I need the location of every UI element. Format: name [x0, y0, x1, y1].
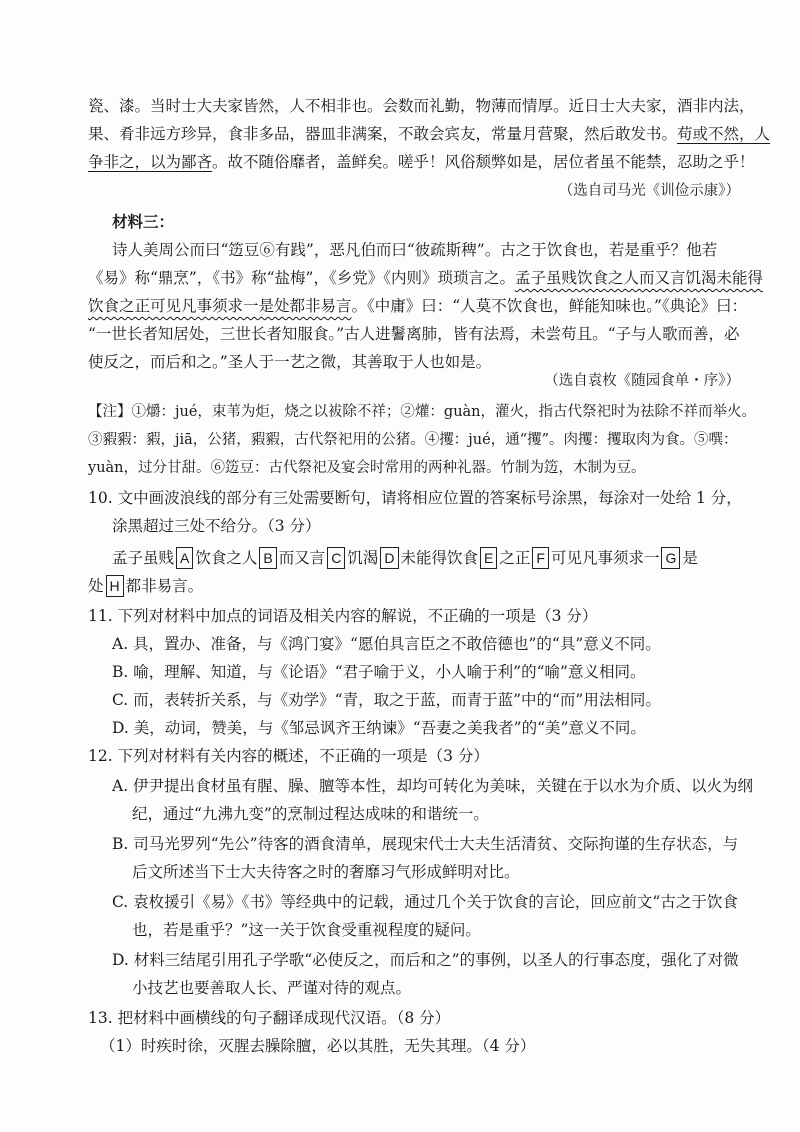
option-c[interactable]: C. 而，表转折关系，与《劝学》“青，取之于蓝，而青于蓝”中的“而”用法相同。 — [112, 691, 661, 709]
answer-box-b[interactable]: B — [259, 547, 276, 569]
note-line: yuàn，过分甘甜。⑥笾豆：古代祭祀及宴会时常用的两种礼器。竹制为笾，木制为豆。 — [88, 460, 646, 476]
answer-box-c[interactable]: C — [327, 547, 345, 569]
option-c-cont: 也，若是重乎？”这一关于饮食受重视程度的疑问。 — [132, 921, 481, 939]
source-citation: （选自司马光《训俭示康》） — [558, 183, 740, 199]
material-heading: 材料三： — [112, 212, 175, 231]
answer-box-e[interactable]: E — [480, 547, 497, 569]
answer-box-f[interactable]: F — [532, 547, 549, 569]
passage-line: 《易》称“鼎烹”，《书》称“盐梅”，《乡党》《内则》琐琐言之。孟子虽贱饮食之人而又言饥渴未能得 — [88, 269, 763, 287]
passage-line: 果、肴非远方珍异，食非多品，器皿非满案，不敢会宾友，常量月营聚，然后敢发书。苟或不然，人 — [88, 125, 771, 143]
question-10-stem: 涂黑超过三处不给分。（3 分） — [112, 517, 321, 535]
question-11-stem: 11. 下列对材料中加点的词语及相关内容的解说，不正确的一项是（3 分） — [88, 607, 598, 625]
note-line: 【注】①爝：jué，束苇为炬，烧之以袚除不祥；②爟：guàn，灌火，指古代祭祀时为祛除不祥而举火。 — [88, 404, 757, 420]
passage-line: 诗人美周公而曰“笾豆⑥有践”，恶凡伯而曰“彼疏斯稗”。古之于饮食也，若是重乎？他若 — [112, 241, 718, 259]
option-a-cont: 纪，通过“九沸九变”的烹制过程达成味的和谐统一。 — [132, 805, 489, 823]
answer-box-g[interactable]: G — [661, 547, 680, 569]
question-10-stem: 10. 文中画波浪线的部分有三处需要断句，请将相应位置的答案标号涂黑，每涂对一处给 1 分， — [88, 489, 742, 507]
question-13-stem: 13. 把材料中画横线的句子翻译成现代汉语。（8 分） — [88, 1009, 451, 1027]
answer-box-d[interactable]: D — [380, 547, 398, 569]
answer-box-a[interactable]: A — [176, 547, 193, 569]
note-line: ③豭豭：豭，jiā，公猪，豭豭，古代祭祀用的公猪。④攫：jué，通“攫”。肉攫：攫取肉为食。⑤噀： — [88, 432, 738, 448]
source-citation: （选自袁枚《随园食单・序》） — [544, 373, 740, 389]
option-c[interactable]: C. 袁枚援引《易》《书》等经典中的记载，通过几个关于饮食的言论，回应前文“古之于饮食 — [112, 893, 738, 911]
question-10-segment-row: 孟子虽贱 A 饮食之人 B 而又言 C 饥渴 D 未能得饮食 E 之正 F 可见凡事须求一 G 是 — [112, 549, 698, 567]
option-d-cont: 小技艺也要善取人长、严谨对待的观点。 — [132, 979, 412, 997]
option-a[interactable]: A. 具，置办、准备，与《鸿门宴》“愿伯具言臣之不敢倍德也”的“具”意义不同。 — [112, 635, 661, 653]
option-d[interactable]: D. 材料三结尾引用孔子学歌“必使反之，而后和之”的事例，以圣人的行事态度，强化了对微 — [112, 951, 739, 969]
option-b[interactable]: B. 喻，理解、知道，与《论语》“君子喻于义，小人喻于利”的“喻”意义相同。 — [112, 663, 646, 681]
option-a[interactable]: A. 伊尹提出食材虽有腥、臊、膻等本性，却均可转化为美味，关键在于以水为介质、以火为纲 — [112, 777, 754, 795]
passage-line: 瓷、漆。当时士大夫家皆然，人不相非也。会数而礼勤，物薄而情厚。近日士大夫家，酒非内法， — [88, 97, 755, 115]
answer-box-h[interactable]: H — [106, 575, 124, 597]
question-13-sub1: （1）时疾时徐，灭腥去臊除膻，必以其胜，无失其理。（4 分） — [100, 1037, 536, 1055]
option-d[interactable]: D. 美，动词，赞美，与《邹忌讽齐王纳谏》“吾妻之美我者”的“美”意义不同。 — [112, 719, 646, 737]
passage-line: 使反之，而后和之。”圣人于一艺之微，其善取于人也如是。 — [88, 353, 492, 371]
question-12-stem: 12. 下列对材料有关内容的概述，不正确的一项是（3 分） — [88, 747, 489, 765]
passage-line: “一世长者知居处，三世长者知服食。”古人进鬐离肺，皆有法焉，未尝苟且。“子与人歌而善，必 — [88, 325, 740, 343]
option-b[interactable]: B. 司马光罗列“先公”待客的酒食清单，展现宋代士大夫生活清贫、交际拘谨的生存状态，与 — [112, 835, 739, 853]
option-b-cont: 后文所述当下士大夫待客之时的奢靡习气形成鲜明对比。 — [132, 863, 520, 881]
passage-line: 争非之，以为鄙吝。故不随俗靡者，盖鲜矣。嗟乎！风俗颓弊如是，居位者虽不能禁，忍助之乎！ — [88, 153, 755, 171]
passage-line: 饮食之正可见凡事须求一是处都非易言。《中庸》曰：“人莫不饮食也，鲜能知味也。”《典论》曰： — [88, 297, 748, 315]
question-10-segment-row: 处 H 都非易言。 — [88, 577, 204, 595]
